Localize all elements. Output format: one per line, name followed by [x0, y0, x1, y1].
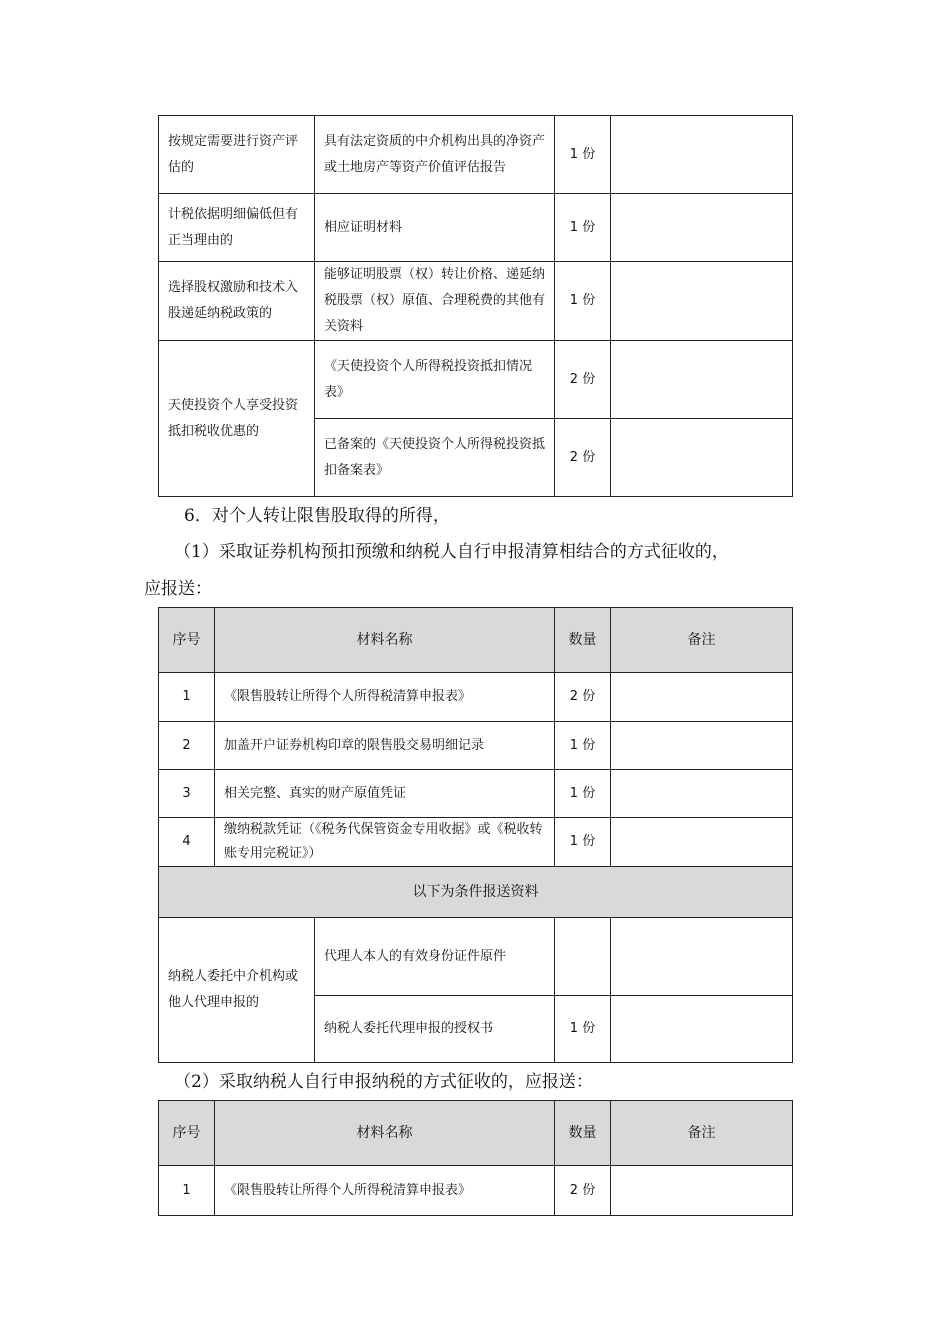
qty-cell: 1 份	[555, 116, 611, 194]
header-remark: 备注	[611, 608, 793, 673]
conditional-title: 以下为条件报送资料	[159, 867, 793, 918]
qty-cell: 2 份	[555, 419, 611, 497]
no-cell: 1	[159, 673, 215, 722]
condition-cell: 天使投资个人享受投资抵扣税收优惠的	[159, 341, 315, 497]
no-cell: 2	[159, 722, 215, 770]
table-header-row	[159, 1101, 793, 1166]
table-row	[159, 770, 793, 818]
remark-cell	[611, 770, 793, 818]
remark-cell	[611, 673, 793, 722]
name-cell: 相关完整、真实的财产原值凭证	[215, 770, 555, 818]
qty-cell: 1 份	[555, 770, 611, 818]
material-cell: 纳税人委托代理申报的授权书	[315, 996, 555, 1063]
material-cell: 已备案的《天使投资个人所得税投资抵扣备案表》	[315, 419, 555, 497]
header-qty: 数量	[555, 1101, 611, 1166]
table-row	[159, 116, 793, 194]
material-cell: 能够证明股票（权）转让价格、递延纳税股票（权）原值、合理税费的其他有关资料	[315, 262, 555, 341]
name-cell: 《限售股转让所得个人所得税清算申报表》	[215, 673, 555, 722]
conditional-materials-table	[158, 115, 793, 497]
qty-cell: 1 份	[555, 818, 611, 867]
material-cell: 代理人本人的有效身份证件原件	[315, 918, 555, 996]
table-row	[159, 918, 793, 996]
header-qty: 数量	[555, 608, 611, 673]
remark-cell	[611, 818, 793, 867]
material-cell: 具有法定资质的中介机构出具的净资产或土地房产等资产价值评估报告	[315, 116, 555, 194]
material-cell: 相应证明材料	[315, 194, 555, 262]
materials-table-1	[158, 607, 793, 1063]
no-cell: 1	[159, 1166, 215, 1216]
header-name: 材料名称	[215, 1101, 555, 1166]
section-heading: 6．对个人转让限售股取得的所得，	[184, 506, 450, 526]
name-cell: 《限售股转让所得个人所得税清算申报表》	[215, 1166, 555, 1216]
table-row	[159, 722, 793, 770]
table-row	[159, 818, 793, 867]
material-cell: 《天使投资个人所得税投资抵扣情况表》	[315, 341, 555, 419]
condition-cell: 纳税人委托中介机构或他人代理申报的	[159, 918, 315, 1063]
subsection-1-line-2: 应报送：	[144, 579, 212, 599]
remark-cell	[611, 918, 793, 996]
header-remark: 备注	[611, 1101, 793, 1166]
remark-cell	[611, 116, 793, 194]
remark-cell	[611, 722, 793, 770]
conditional-header-row	[159, 867, 793, 918]
header-no: 序号	[159, 1101, 215, 1166]
condition-cell: 选择股权激励和技术入股递延纳税政策的	[159, 262, 315, 341]
qty-cell: 1 份	[555, 262, 611, 341]
header-name: 材料名称	[215, 608, 555, 673]
remark-cell	[611, 341, 793, 419]
table-row	[159, 262, 793, 341]
no-cell: 3	[159, 770, 215, 818]
remark-cell	[611, 262, 793, 341]
qty-cell: 2 份	[555, 341, 611, 419]
qty-cell: 1 份	[555, 194, 611, 262]
header-no: 序号	[159, 608, 215, 673]
condition-cell: 计税依据明细偏低但有正当理由的	[159, 194, 315, 262]
materials-table-2	[158, 1100, 793, 1216]
no-cell: 4	[159, 818, 215, 867]
name-cell: 缴纳税款凭证（《税务代保管资金专用收据》或《税收转账专用完税证》）	[215, 818, 555, 867]
subsection-2: （2）采取纳税人自行申报纳税的方式征收的，应报送：	[174, 1072, 593, 1092]
remark-cell	[611, 194, 793, 262]
qty-cell	[555, 918, 611, 996]
qty-cell: 1 份	[555, 996, 611, 1063]
qty-cell: 1 份	[555, 722, 611, 770]
qty-cell: 2 份	[555, 673, 611, 722]
table-row	[159, 1166, 793, 1216]
table-row	[159, 194, 793, 262]
subsection-1-line-1: （1）采取证券机构预扣预缴和纳税人自行申报清算相结合的方式征收的，	[174, 542, 729, 562]
remark-cell	[611, 419, 793, 497]
remark-cell	[611, 996, 793, 1063]
table-row	[159, 341, 793, 419]
name-cell: 加盖开户证券机构印章的限售股交易明细记录	[215, 722, 555, 770]
condition-cell: 按规定需要进行资产评估的	[159, 116, 315, 194]
table-header-row	[159, 608, 793, 673]
qty-cell: 2 份	[555, 1166, 611, 1216]
remark-cell	[611, 1166, 793, 1216]
table-row	[159, 673, 793, 722]
